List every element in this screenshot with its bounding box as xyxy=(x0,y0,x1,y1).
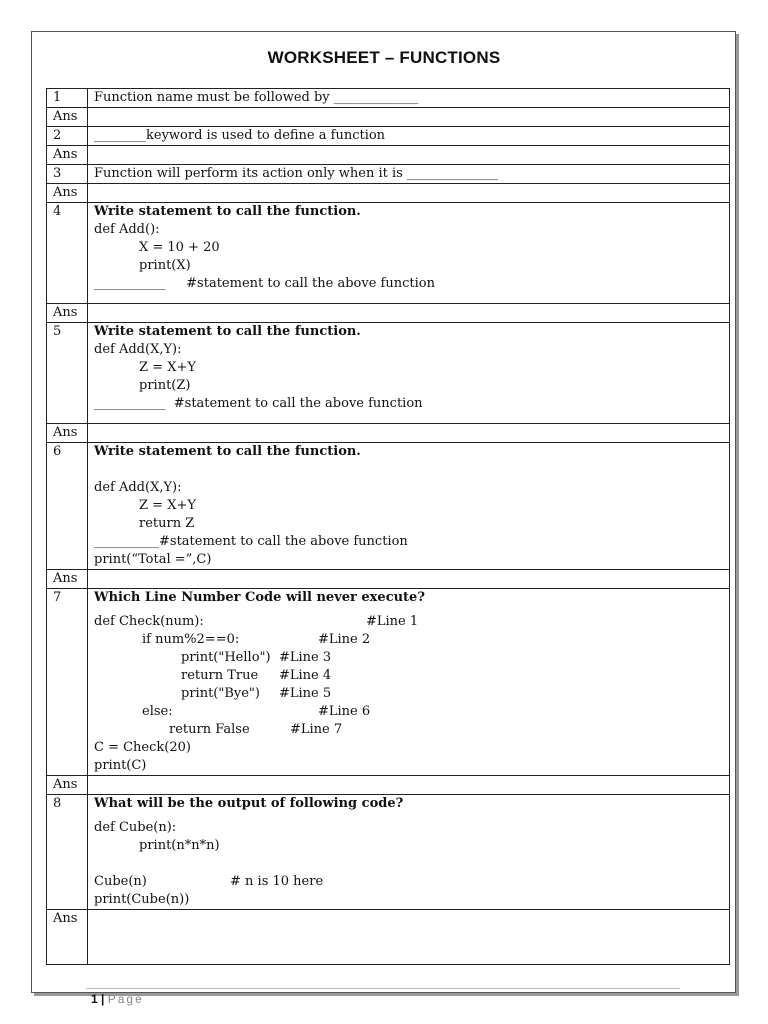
question-number: 5 xyxy=(47,323,88,424)
answer-label: Ans xyxy=(47,776,88,795)
code-line: Z = X+Y xyxy=(139,498,196,513)
question-body xyxy=(88,443,730,570)
question-number: 7 xyxy=(47,589,88,776)
question-heading: Which Line Number Code will never execute? xyxy=(94,590,425,605)
answer-row-1 xyxy=(47,108,730,127)
line-comment: #Line 1 xyxy=(366,614,419,629)
page-label: Page xyxy=(107,992,144,1006)
question-number: 2 xyxy=(47,127,88,146)
code-line: if num%2==0: #Line 2 xyxy=(142,632,371,647)
code-line: print("Bye") #Line 5 xyxy=(181,686,332,701)
code-line: print(Z) xyxy=(139,378,191,393)
question-heading: Write statement to call the function. xyxy=(94,204,361,219)
answer-cell[interactable] xyxy=(88,304,730,323)
answer-cell[interactable] xyxy=(88,910,730,965)
question-heading: Write statement to call the function. xyxy=(94,444,361,459)
question-row-2 xyxy=(47,127,730,146)
code-line: print("Hello") #Line 3 xyxy=(181,650,332,665)
answer-label: Ans xyxy=(47,910,88,965)
code-line: print(C) xyxy=(94,758,147,773)
code-block xyxy=(94,613,723,739)
page-footer xyxy=(91,992,144,1006)
answer-cell[interactable] xyxy=(88,108,730,127)
question-row-6 xyxy=(47,443,730,570)
code-line: Cube(n) # n is 10 here xyxy=(94,874,324,889)
code-line: ___________ #statement to call the above function xyxy=(94,396,423,411)
question-number: 1 xyxy=(47,89,88,108)
code-line: __________#statement to call the above function xyxy=(94,534,408,549)
line-comment: #Line 2 xyxy=(318,632,371,647)
answer-row-2 xyxy=(47,146,730,165)
question-number: 8 xyxy=(47,795,88,910)
question-body xyxy=(88,323,730,424)
code-line: X = 10 + 20 xyxy=(139,240,220,255)
code-line: def Add(X,Y): xyxy=(94,480,182,495)
question-body xyxy=(88,203,730,304)
answer-label: Ans xyxy=(47,108,88,127)
question-row-1 xyxy=(47,89,730,108)
code-line: print(“Total =”,C) xyxy=(94,552,212,567)
question-number: 3 xyxy=(47,165,88,184)
code-line: return True #Line 4 xyxy=(181,668,332,683)
question-body xyxy=(88,795,730,910)
code-line: def Cube(n): xyxy=(94,820,177,835)
code-line: C = Check(20) xyxy=(94,740,191,755)
answer-row-5 xyxy=(47,424,730,443)
page-number: 1 xyxy=(91,992,98,1006)
question-text: Function name must be followed by _____________ xyxy=(88,89,730,108)
answer-label: Ans xyxy=(47,184,88,203)
question-row-7 xyxy=(47,589,730,776)
line-comment: #Line 4 xyxy=(279,668,332,683)
code-block xyxy=(94,873,723,891)
answer-row-7 xyxy=(47,776,730,795)
question-number: 6 xyxy=(47,443,88,570)
line-comment: #Line 6 xyxy=(318,704,371,719)
question-text: ________keyword is used to define a function xyxy=(88,127,730,146)
code-line: return False #Line 7 xyxy=(169,722,343,737)
code-line: return Z xyxy=(139,516,195,531)
answer-row-6 xyxy=(47,570,730,589)
answer-cell[interactable] xyxy=(88,424,730,443)
answer-label: Ans xyxy=(47,146,88,165)
code-line: print(X) xyxy=(139,258,191,273)
footer-separator: | xyxy=(101,992,105,1006)
question-body xyxy=(88,589,730,776)
footer-divider xyxy=(86,988,680,989)
question-number: 4 xyxy=(47,203,88,304)
answer-label: Ans xyxy=(47,424,88,443)
code-line: def Add(X,Y): xyxy=(94,342,182,357)
line-comment: # n is 10 here xyxy=(230,874,324,889)
code-line: else: #Line 6 xyxy=(142,704,371,719)
worksheet-table xyxy=(46,88,730,965)
question-row-8 xyxy=(47,795,730,910)
answer-cell[interactable] xyxy=(88,570,730,589)
answer-row-8 xyxy=(47,910,730,965)
code-line: print(Cube(n)) xyxy=(94,892,190,907)
answer-row-3 xyxy=(47,184,730,203)
answer-cell[interactable] xyxy=(88,146,730,165)
answer-row-4 xyxy=(47,304,730,323)
code-line: Z = X+Y xyxy=(139,360,196,375)
question-row-4 xyxy=(47,203,730,304)
question-heading: Write statement to call the function. xyxy=(94,324,361,339)
code-line: print(n*n*n) xyxy=(139,838,220,853)
question-text: Function will perform its action only when it is ______________ xyxy=(88,165,730,184)
worksheet-title: WORKSHEET – FUNCTIONS xyxy=(267,48,501,67)
answer-label: Ans xyxy=(47,304,88,323)
answer-cell[interactable] xyxy=(88,184,730,203)
line-comment: #Line 5 xyxy=(279,686,332,701)
question-row-5 xyxy=(47,323,730,424)
line-comment: #Line 7 xyxy=(290,722,343,737)
question-row-3 xyxy=(47,165,730,184)
code-line: ___________ #statement to call the above function xyxy=(94,276,435,291)
question-heading: What will be the output of following code? xyxy=(94,796,404,811)
answer-cell[interactable] xyxy=(88,776,730,795)
code-line: def Add(): xyxy=(94,222,160,237)
answer-label: Ans xyxy=(47,570,88,589)
code-line: def Check(num): #Line 1 xyxy=(94,614,419,629)
line-comment: #Line 3 xyxy=(279,650,332,665)
